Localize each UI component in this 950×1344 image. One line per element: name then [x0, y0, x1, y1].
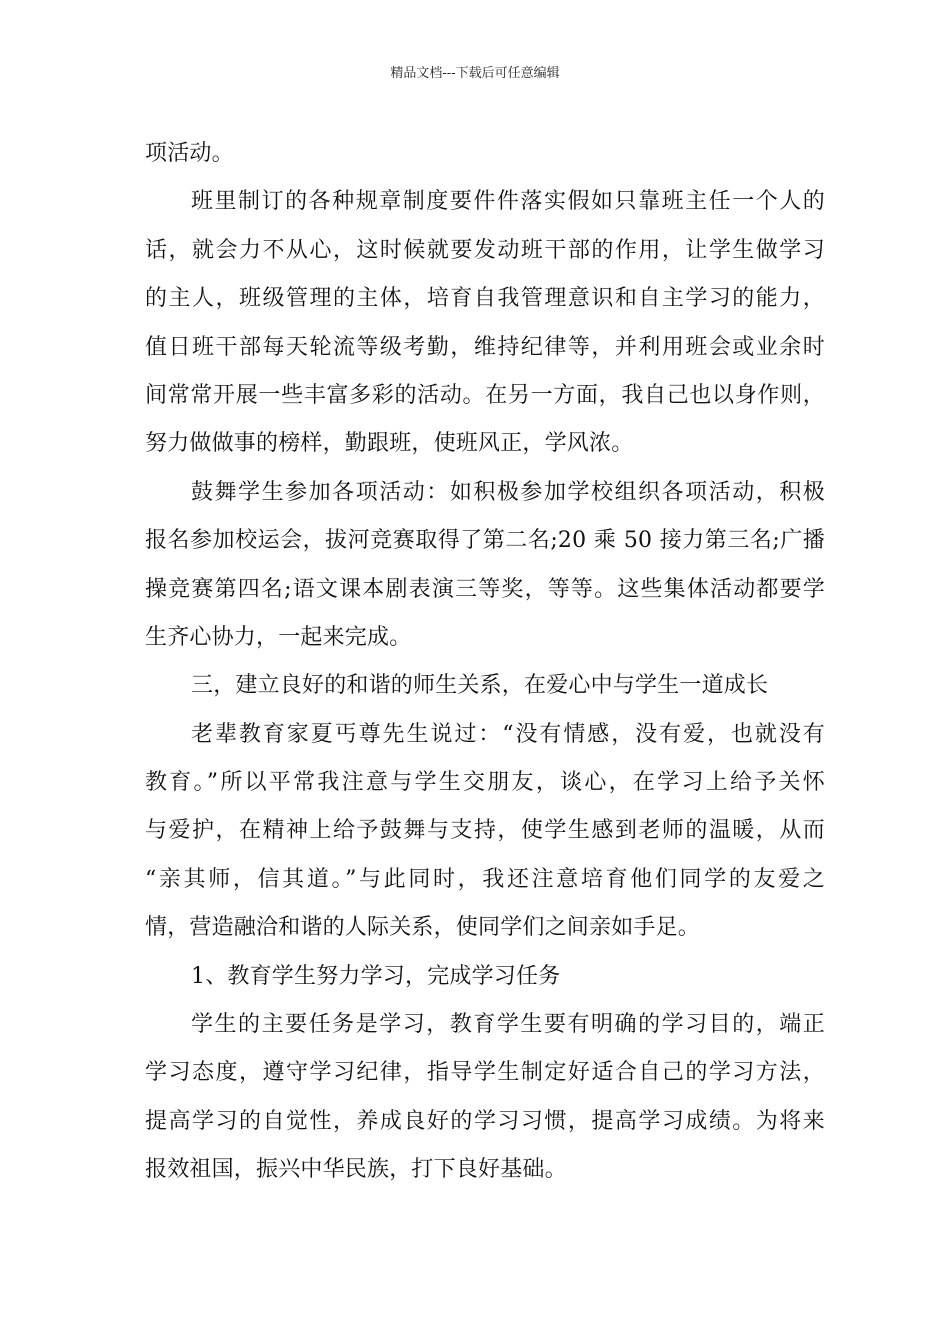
text-line: 项活动。 — [145, 141, 234, 166]
text-line: 报名参加校运会，拔河竞赛取得了第二名;20 乘 50 接力第三名;广播 — [145, 528, 825, 554]
text-line: 学习态度，遵守学习纪律，指导学生制定好适合自己的学习方法， — [145, 1060, 825, 1086]
text-line: 话，就会力不从心，这时候就要发动班干部的作用，让学生做学习 — [145, 237, 825, 263]
text-line: 努力做做事的榜样，勤跟班，使班风正，学风浓。 — [145, 431, 634, 457]
text-line: 教育。”所以平常我注意与学生交朋友，谈心，在学习上给予关怀 — [145, 770, 825, 796]
text-line: 与爱护，在精神上给予鼓舞与支持，使学生感到老师的温暖，从而 — [145, 818, 825, 844]
text-line: 情，营造融洽和谐的人际关系，使同学们之间亲如手足。 — [145, 915, 701, 941]
text-line: 生齐心协力，一起来完成。 — [145, 624, 412, 650]
subsection-heading: 1、教育学生努力学习，完成学习任务 — [191, 963, 561, 989]
page-header: 精品文档---下载后可任意编辑 — [390, 66, 560, 81]
document-body — [145, 130, 825, 1195]
paragraph-start-line: 学生的主要任务是学习，教育学生要有明确的学习目的，端正 — [191, 1012, 825, 1038]
paragraph-start-line: 鼓舞学生参加各项活动：如积极参加学校组织各项活动，积极 — [191, 479, 825, 505]
text-line: 操竞赛第四名;语文课本剧表演三等奖，等等。这些集体活动都要学 — [145, 576, 825, 602]
text-line: 的主人，班级管理的主体，培育自我管理意识和自主学习的能力， — [145, 286, 825, 312]
paragraph-start-line: 老辈教育家夏丐尊先生说过：“没有情感，没有爱，也就没有 — [191, 721, 825, 747]
section-heading: 三，建立良好的和谐的师生关系，在爱心中与学生一道成长 — [191, 673, 769, 699]
text-line: 间常常开展一些丰富多彩的活动。在另一方面，我自己也以身作则， — [145, 382, 825, 408]
text-line: 提高学习的自觉性，养成良好的学习习惯，提高学习成绩。为将来 — [145, 1108, 825, 1134]
text-line: 值日班干部每天轮流等级考勤，维持纪律等，并利用班会或业余时 — [145, 334, 825, 360]
text-line: 报效祖国，振兴中华民族，打下良好基础。 — [145, 1157, 567, 1183]
text-line: “亲其师，信其道。”与此同时，我还注意培育他们同学的友爱之 — [145, 866, 825, 892]
paragraph-start-line: 班里制订的各种规章制度要件件落实假如只靠班主任一个人的 — [191, 189, 825, 215]
